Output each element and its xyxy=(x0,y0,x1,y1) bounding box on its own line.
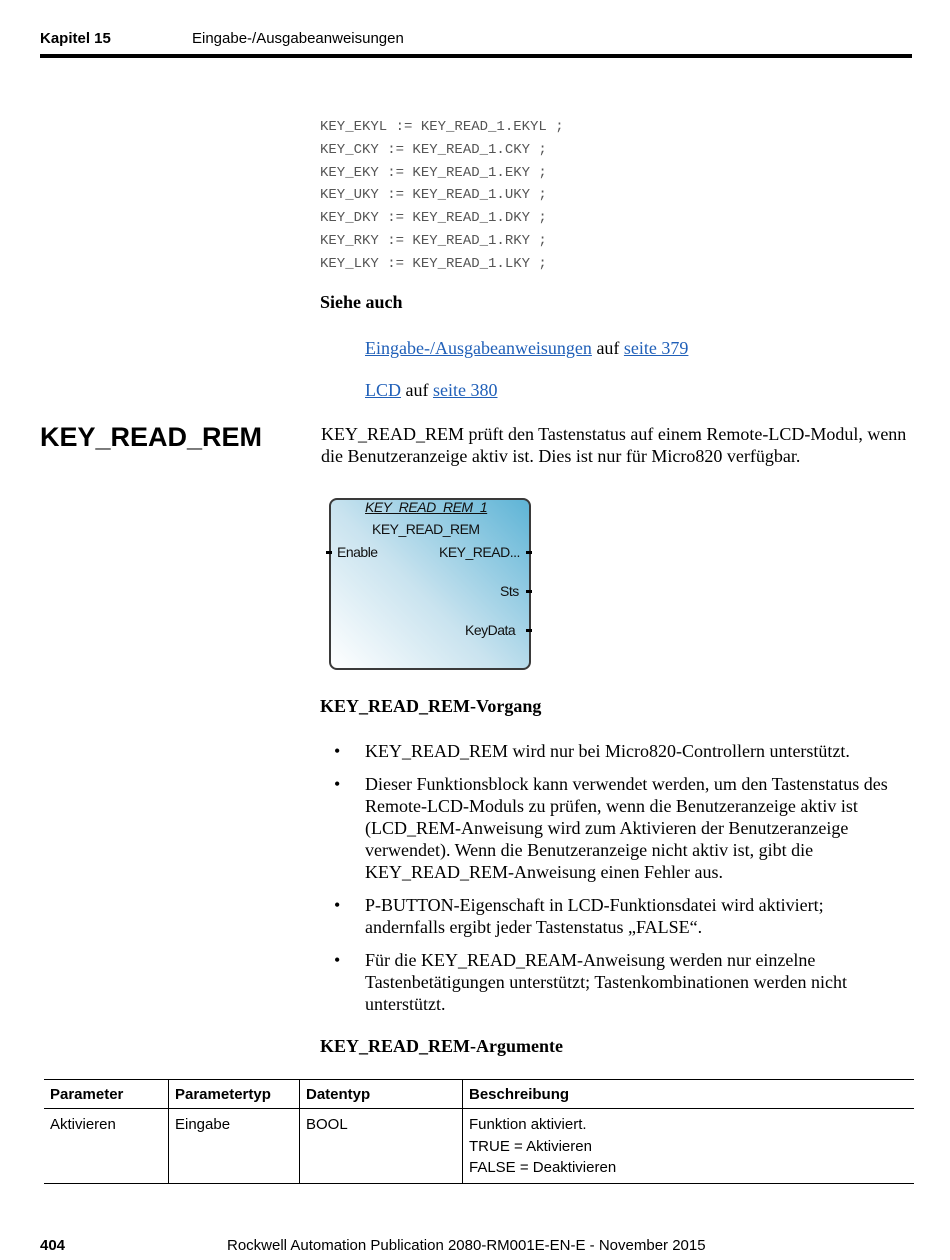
page-header xyxy=(40,28,912,58)
code-line: KEY_RKY := KEY_READ_1.RKY ; xyxy=(320,232,547,249)
code-line: KEY_EKYL := KEY_READ_1.EKYL ; xyxy=(320,119,564,135)
bullet-icon: • xyxy=(334,950,341,970)
code-line: KEY_EKY := KEY_READ_1.EKY ; xyxy=(320,164,547,181)
cell-parameter: Aktivieren xyxy=(44,1109,169,1184)
section-title: KEY_READ_REM xyxy=(40,422,263,452)
link-connector: auf xyxy=(596,338,620,358)
cell-data-type: BOOL xyxy=(300,1109,463,1184)
input-pin xyxy=(326,551,332,554)
operation-heading: KEY_READ_REM-Vorgang xyxy=(320,696,542,716)
section-intro: KEY_READ_REM prüft den Tastenstatus auf einem Remote-LCD-Modul, wenn die Benutzeranzeige aktiv ist. Dies ist nur für Micro820 verfügbar. xyxy=(321,424,907,466)
link-page-379[interactable]: seite 379 xyxy=(623,338,689,358)
table-header-row xyxy=(44,1080,914,1109)
column-header: Datentyp xyxy=(300,1080,463,1109)
code-line: KEY_UKY := KEY_READ_1.UKY ; xyxy=(320,187,547,204)
description-line: TRUE = Aktivieren xyxy=(469,1137,592,1155)
list-item xyxy=(330,894,902,938)
arguments-heading: KEY_READ_REM-Argumente xyxy=(320,1036,563,1056)
cell-description xyxy=(463,1109,915,1184)
table-row xyxy=(44,1109,914,1184)
bullet-text: KEY_READ_REM wird nur bei Micro820-Controllern unterstützt. xyxy=(365,741,850,761)
output-pin xyxy=(526,629,532,632)
see-also-heading: Siehe auch xyxy=(320,292,403,312)
code-line: KEY_CKY := KEY_READ_1.CKY ; xyxy=(320,141,547,158)
bullet-text: Dieser Funktionsblock kann verwendet werden, um den Tastenstatus des Remote-LCD-Moduls zu prüfen, wenn die Benutzeranzeige aktiv ist (LCD_REM-Anweisung wird zum Aktivieren der Benutzeranzeige verwendet). Wenn die Benutzeranzeige nicht aktiv ist, gibt die KEY_READ_REM-Anweisung einen Fehler aus. xyxy=(365,774,888,882)
arguments-table xyxy=(44,1079,914,1184)
output-label: Sts xyxy=(500,583,519,599)
bullet-icon: • xyxy=(334,774,341,794)
list-item xyxy=(330,949,902,1015)
page-number: 404 xyxy=(40,1237,66,1254)
code-line: KEY_LKY := KEY_READ_1.LKY ; xyxy=(320,255,547,272)
block-type-name: KEY_READ_REM xyxy=(372,521,480,537)
publication-info: Rockwell Automation Publication 2080-RM001E-EN-E - November 2015 xyxy=(227,1237,706,1254)
output-label: KEY_READ... xyxy=(439,544,520,560)
block-instance-name: KEY_READ_REM_1 xyxy=(365,499,488,515)
see-also-entry xyxy=(365,380,497,401)
description-line: FALSE = Deaktivieren xyxy=(469,1159,617,1176)
column-header: Beschreibung xyxy=(463,1080,915,1109)
function-block-diagram xyxy=(320,492,540,677)
see-also-entry xyxy=(365,338,688,359)
description-line: Funktion aktiviert. xyxy=(469,1116,587,1133)
bullet-icon: • xyxy=(334,741,341,761)
code-line: KEY_DKY := KEY_READ_1.DKY ; xyxy=(320,210,547,227)
bullet-icon: • xyxy=(334,895,341,915)
column-header: Parametertyp xyxy=(169,1080,300,1109)
link-lcd[interactable]: LCD xyxy=(365,380,401,400)
bullet-list xyxy=(330,740,902,1026)
link-io-instructions[interactable]: Eingabe-/Ausgabeanweisungen xyxy=(365,338,592,358)
column-header: Parameter xyxy=(44,1080,169,1109)
bullet-text: P-BUTTON-Eigenschaft in LCD-Funktionsdatei wird aktiviert; andernfalls ergibt jeder Tastenstatus „FALSE“. xyxy=(365,895,824,937)
output-label: KeyData xyxy=(465,622,516,638)
chapter-title: Eingabe-/Ausgabeanweisungen xyxy=(192,30,404,47)
link-connector: auf xyxy=(405,380,429,400)
chapter-number: Kapitel 15 xyxy=(40,30,111,47)
bullet-text: Für die KEY_READ_REAM-Anweisung werden nur einzelne Tastenbetätigungen unterstützt; Tastenkombinationen werden nicht unterstützt. xyxy=(365,950,848,1014)
code-block xyxy=(320,116,564,276)
output-pin xyxy=(526,551,532,554)
header-rule xyxy=(40,54,912,58)
cell-parameter-type: Eingabe xyxy=(169,1109,300,1184)
link-page-380[interactable]: seite 380 xyxy=(432,380,498,400)
list-item xyxy=(330,773,902,883)
output-pin xyxy=(526,590,532,593)
list-item xyxy=(330,740,902,762)
input-label: Enable xyxy=(337,544,378,560)
